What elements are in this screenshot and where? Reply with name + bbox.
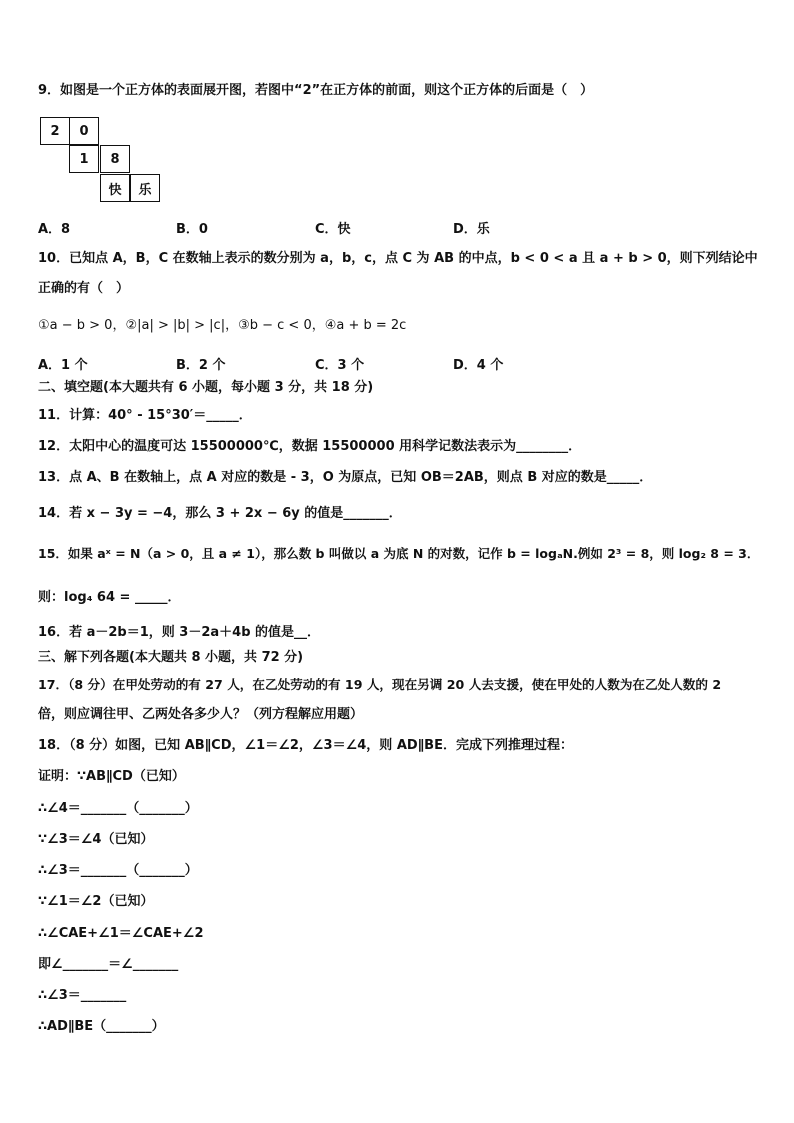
net-cell: 快 xyxy=(100,174,130,202)
q10-option-a: A．1 个 xyxy=(38,358,88,373)
net-cell: 1 xyxy=(69,145,99,173)
q10-option-d: D．4 个 xyxy=(453,358,504,373)
q18-step: ∴∠CAE+∠1＝∠CAE+∠2 xyxy=(38,926,204,941)
section3-heading: 三、解下列各题(本大题共 8 小题，共 72 分) xyxy=(38,650,304,665)
q9-text: 9．如图是一个正方体的表面展开图，若图中“2”在正方体的前面，则这个正方体的后面是（ ） xyxy=(38,83,594,98)
q18-step: ∴∠3＝_______ xyxy=(38,988,127,1003)
q14: 14．若 x − 3y = −4，那么 3 + 2x − 6y 的值是_______． xyxy=(38,506,402,521)
q17-line1: 17．（8 分）在甲处劳动的有 27 人，在乙处劳动的有 19 人，现在另调 20 人去支援，使在甲处的人数为在乙处人数的 2 xyxy=(38,677,722,692)
q18-step: 证明：∵AB∥CD（已知） xyxy=(38,769,185,784)
q13: 13．点 A、B 在数轴上，点 A 对应的数是 - 3，O 为原点，已知 OB＝2AB，则点 B 对应的数是_____． xyxy=(38,470,653,485)
q16: 16．若 a－2b＝1，则 3－2a＋4b 的值是__． xyxy=(38,625,321,640)
q9-option-b: B．0 xyxy=(176,222,208,237)
q10-statements: ①a − b > 0，②|a| > |b| > |c|，③b − c < 0，④a + b = 2c xyxy=(38,318,407,333)
net-cell: 0 xyxy=(69,117,99,145)
q9-option-a: A．8 xyxy=(38,222,71,237)
q15-line1: 15．如果 aˣ = N（a > 0，且 a ≠ 1），那么数 b 叫做以 a 为底 N 的对数，记作 b = logₐN.例如 2³ = 8，则 log₂ 8 = 3． xyxy=(38,546,760,561)
q12: 12．太阳中心的温度可达 15500000℃，数据 15500000 用科学记数法表示为________． xyxy=(38,439,582,454)
q17-line2: 倍，则应调往甲、乙两处各多少人？（列方程解应用题） xyxy=(38,707,364,722)
net-cell: 8 xyxy=(100,145,130,173)
q10-line2: 正确的有（ ） xyxy=(38,281,130,296)
q10-line1: 10．已知点 A，B，C 在数轴上表示的数分别为 a，b，c，点 C 为 AB 的中点，b < 0 < a 且 a + b > 0，则下列结论中 xyxy=(38,251,758,266)
q11: 11．计算：40° - 15°30′＝_____． xyxy=(38,408,252,423)
q18-step: ∵∠3＝∠4（已知） xyxy=(38,832,154,847)
q18-step: ∴∠3＝_______（_______） xyxy=(38,863,198,878)
q18-step: 即∠_______＝∠_______ xyxy=(38,957,179,972)
q9-option-c: C．快 xyxy=(315,222,351,237)
q10-option-b: B．2 个 xyxy=(176,358,226,373)
q18-step: ∵∠1＝∠2（已知） xyxy=(38,894,154,909)
net-cell: 2 xyxy=(40,117,70,145)
q10-option-c: C．3 个 xyxy=(315,358,365,373)
net-cell: 乐 xyxy=(130,174,160,202)
q18-step: ∴∠4＝_______（_______） xyxy=(38,801,198,816)
q9-option-d: D．乐 xyxy=(453,222,490,237)
q15-line2: 则：log₄ 64 = _____． xyxy=(38,590,181,605)
q18-title: 18．（8 分）如图，已知 AB∥CD，∠1＝∠2，∠3＝∠4，则 AD∥BE．完成下列推理过程： xyxy=(38,738,573,753)
q18-step: ∴AD∥BE（_______） xyxy=(38,1019,165,1034)
section2-heading: 二、填空题(本大题共有 6 小题，每小题 3 分，共 18 分) xyxy=(38,380,374,395)
